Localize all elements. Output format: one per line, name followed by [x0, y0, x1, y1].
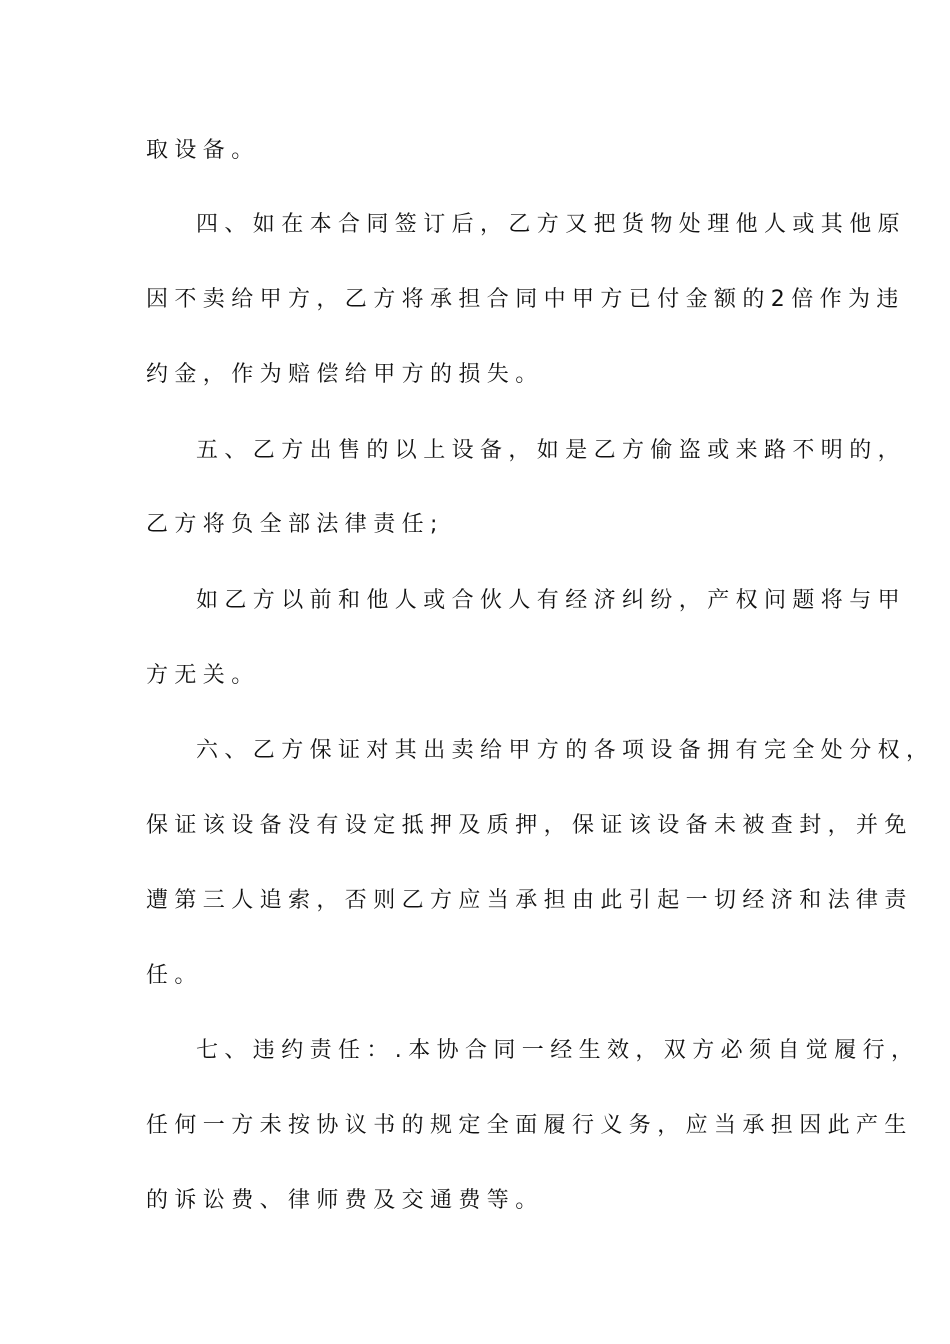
text-line: 任何一方未按协议书的规定全面履行义务，应当承担因此产生 [146, 1113, 913, 1138]
text-line: 四、如在本合同签订后，乙方又把货物处理他人或其他原 [196, 212, 907, 237]
text-line: 因不卖给甲方，乙方将承担合同中甲方已付金额的2倍作为违 [146, 287, 905, 312]
text-line: 七、违约责任：.本协合同一经生效，双方必须自觉履行， [196, 1038, 920, 1063]
text-line: 遭第三人追索，否则乙方应当承担由此引起一切经济和法律责 [146, 888, 913, 913]
text-line: 保证该设备没有设定抵押及质押，保证该设备未被查封，并免 [146, 813, 913, 838]
text-line: 如乙方以前和他人或合伙人有经济纠纷，产权问题将与甲 [196, 588, 907, 613]
text-line: 五、乙方出售的以上设备，如是乙方偷盗或来路不明的， [196, 438, 907, 463]
text-line: 约金，作为赔偿给甲方的损失。 [146, 362, 544, 387]
text-line: 任。 [146, 963, 203, 988]
text-line: 的诉讼费、律师费及交通费等。 [146, 1188, 544, 1213]
text-line: 乙方将负全部法律责任; [146, 512, 444, 537]
text-line: 方无关。 [146, 663, 260, 688]
text-line: 六、乙方保证对其出卖给甲方的各项设备拥有完全处分权， [196, 738, 935, 763]
text-line: 取设备。 [146, 138, 260, 163]
